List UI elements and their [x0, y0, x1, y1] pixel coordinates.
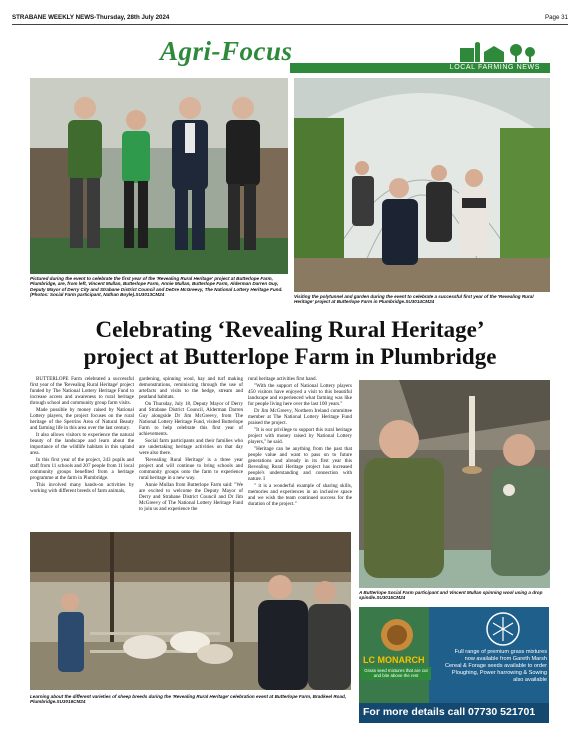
paragraph: Made possible by money raised by National Lottery players, the project focuses on the rural heritage of the Sperrins Area of Natural Beauty and farming life in this area over the last century. — [30, 407, 134, 431]
caption-photo-polytunnel: Visiting the polytunnel and garden during the event to celebrate a successful first year of the 'Revealing Rural Heritage' project at Butterlope Farm in Plumbridge.SU3014CM24 — [294, 294, 534, 305]
paragraph: It also allows visitors to experience the natural beauty of the landscape and learn about the importance of the wildlife habitats in this upland area. — [30, 432, 134, 456]
paragraph: rural heritage activities first hand. — [248, 376, 317, 382]
ad-line-4: Ploughing, Power harrowing & Sowing — [451, 670, 547, 676]
ad-call-to-action: For more details call 07730 521701 — [363, 706, 536, 718]
header-rule — [12, 24, 568, 25]
photo-spinning-wool — [359, 380, 550, 588]
advertisement-lc-monarch — [359, 607, 549, 723]
paragraph: Annie Mullan from Butterlope Farm said: "We are excited to welcome the Deputy Mayor of Derry and Strabane District Council and Dr Jim McGreevy of The National Lottery Heritage Fund to join us and experience the — [139, 482, 243, 512]
paper-dateline: STRABANE WEEKLY NEWS-Thursday, 28th July 2024 — [12, 14, 170, 21]
masthead-title: Agri-Focus — [160, 36, 293, 66]
headline-line-2: project at Butterlope Farm in Plumbridge — [83, 344, 497, 369]
polytunnel-image — [294, 78, 550, 292]
page-number: Page 31 — [544, 14, 568, 21]
sheep-barn-image — [30, 532, 351, 690]
group-portrait-image — [30, 78, 288, 274]
paragraph: "It is our privilege to support this rural heritage project with money raised by National Lottery players," he said. — [248, 427, 352, 445]
paragraph: "With the support of National Lottery players 450 visitors have enjoyed a visit to this beautiful landscape and experienced what farming was like for people living here over the last 100 years." — [248, 383, 352, 407]
ad-line-3: Cereal & Forage seeds available to order — [445, 663, 547, 669]
masthead-subtitle: LOCAL FARMING NEWS — [449, 64, 540, 71]
ad-line-2: now available from Gareth Marsh — [464, 656, 547, 662]
caption-photo-group: Pictured during the event to celebrate the first year of the 'Revealing Rural Heritage' project at Butterlope Farm, Plumbridge, are, from left, Vincent Mullan, Butterlope Farm, Annie Mullan, Butterlope Farm, Alderman Darren Guy, Deputy Mayor of Derry City and Strabane District Council and DeDre McGreevy, The National Lottery Heritage Fund. (Photos: Social Farm participant, Nathan Boyle).SU3013CM24 — [30, 276, 283, 298]
article-headline — [30, 316, 550, 370]
photo-group-portrait — [30, 78, 288, 274]
paragraph: This involved many hands-on activities by working with different breeds of farm animals, — [30, 482, 134, 494]
spinning-wool-image — [359, 380, 550, 588]
ad-tagline: Grass seed mixtures that are cut and bite above the rest — [361, 667, 431, 680]
paragraph: Social farm participants and their families who are undertaking heritage activities on that day were also there. — [139, 438, 243, 456]
ad-brand: LC MONARCH — [363, 655, 425, 665]
photo-polytunnel — [294, 78, 550, 292]
photo-sheep-barn — [30, 532, 351, 690]
farm-silhouette-icon — [450, 40, 545, 62]
paragraph: BUTTERLOPE Farm celebrated a successful first year of the 'Revealing Rural Heritage' project funded by The National Lottery Heritage Fund to increase access and awareness to rural heritage through school and community group farm visits. — [30, 376, 134, 406]
article-column-3 — [248, 376, 352, 508]
section-masthead — [160, 36, 550, 76]
ad-line-1: Full range of premium grass mixtures — [454, 649, 547, 655]
article-column-2 — [139, 376, 243, 513]
paragraph: " it is a wonderful example of sharing skills, memories and experiences in an inclusive space and we wish the team continued success for the duration of the project." — [248, 483, 352, 507]
ad-details — [433, 649, 547, 684]
paragraph: 'Revealing Rural Heritage' is a three year project and will continue to bring schools and community groups onto the farm to experience rural heritage in a new way. — [139, 457, 243, 481]
paragraph: In this first year of the project, 243 pupils and staff from 11 schools and 207 people from 11 local community groups benefited from a heritage programme at the farm in Plumbridge. — [30, 457, 134, 481]
caption-photo-spinning: A Butterlope Social Farm participant and Vincent Mullan spinning wool using a drop spindle.SU3015CM24 — [359, 590, 543, 601]
paragraph: On Thursday, July 18, Deputy Mayor of Derry and Strabane District Council, Alderman Darren Guy alongside Dr Jim McGreevy, from The National Lottery Heritage Fund, visited Butterlope Farm to help celebrate this first year of achievements. — [139, 401, 243, 437]
headline-line-1: Celebrating ‘Revealing Rural Heritage’ — [95, 317, 485, 342]
paragraph: "Heritage can be anything from the past that people value and want to pass on to future generations and already in its first year this Revealing Rural Heritage project has increased people's understanding and connection with nature. I — [248, 446, 352, 482]
ad-line-5: also available — [513, 677, 547, 683]
seed-logo-icon — [485, 611, 521, 647]
article-column-1 — [30, 376, 134, 495]
paragraph: gardening, spinning wool, hay and turf making demonstrations, reminiscing through the use of artefacts and visits to the hedge, stream and peatland habitats. — [139, 376, 243, 400]
caption-photo-sheep: Learning about the different varieties of sheep breeds during the 'Revealing Rural Heritage' celebration event at Butterlope Farm, Bradkeel Road, Plumbridge.SU3016CM24 — [30, 694, 347, 705]
paragraph: Dr Jim McGreevy, Northern Ireland committee member at The National Lottery Heritage Fund praised the project. — [248, 408, 352, 426]
